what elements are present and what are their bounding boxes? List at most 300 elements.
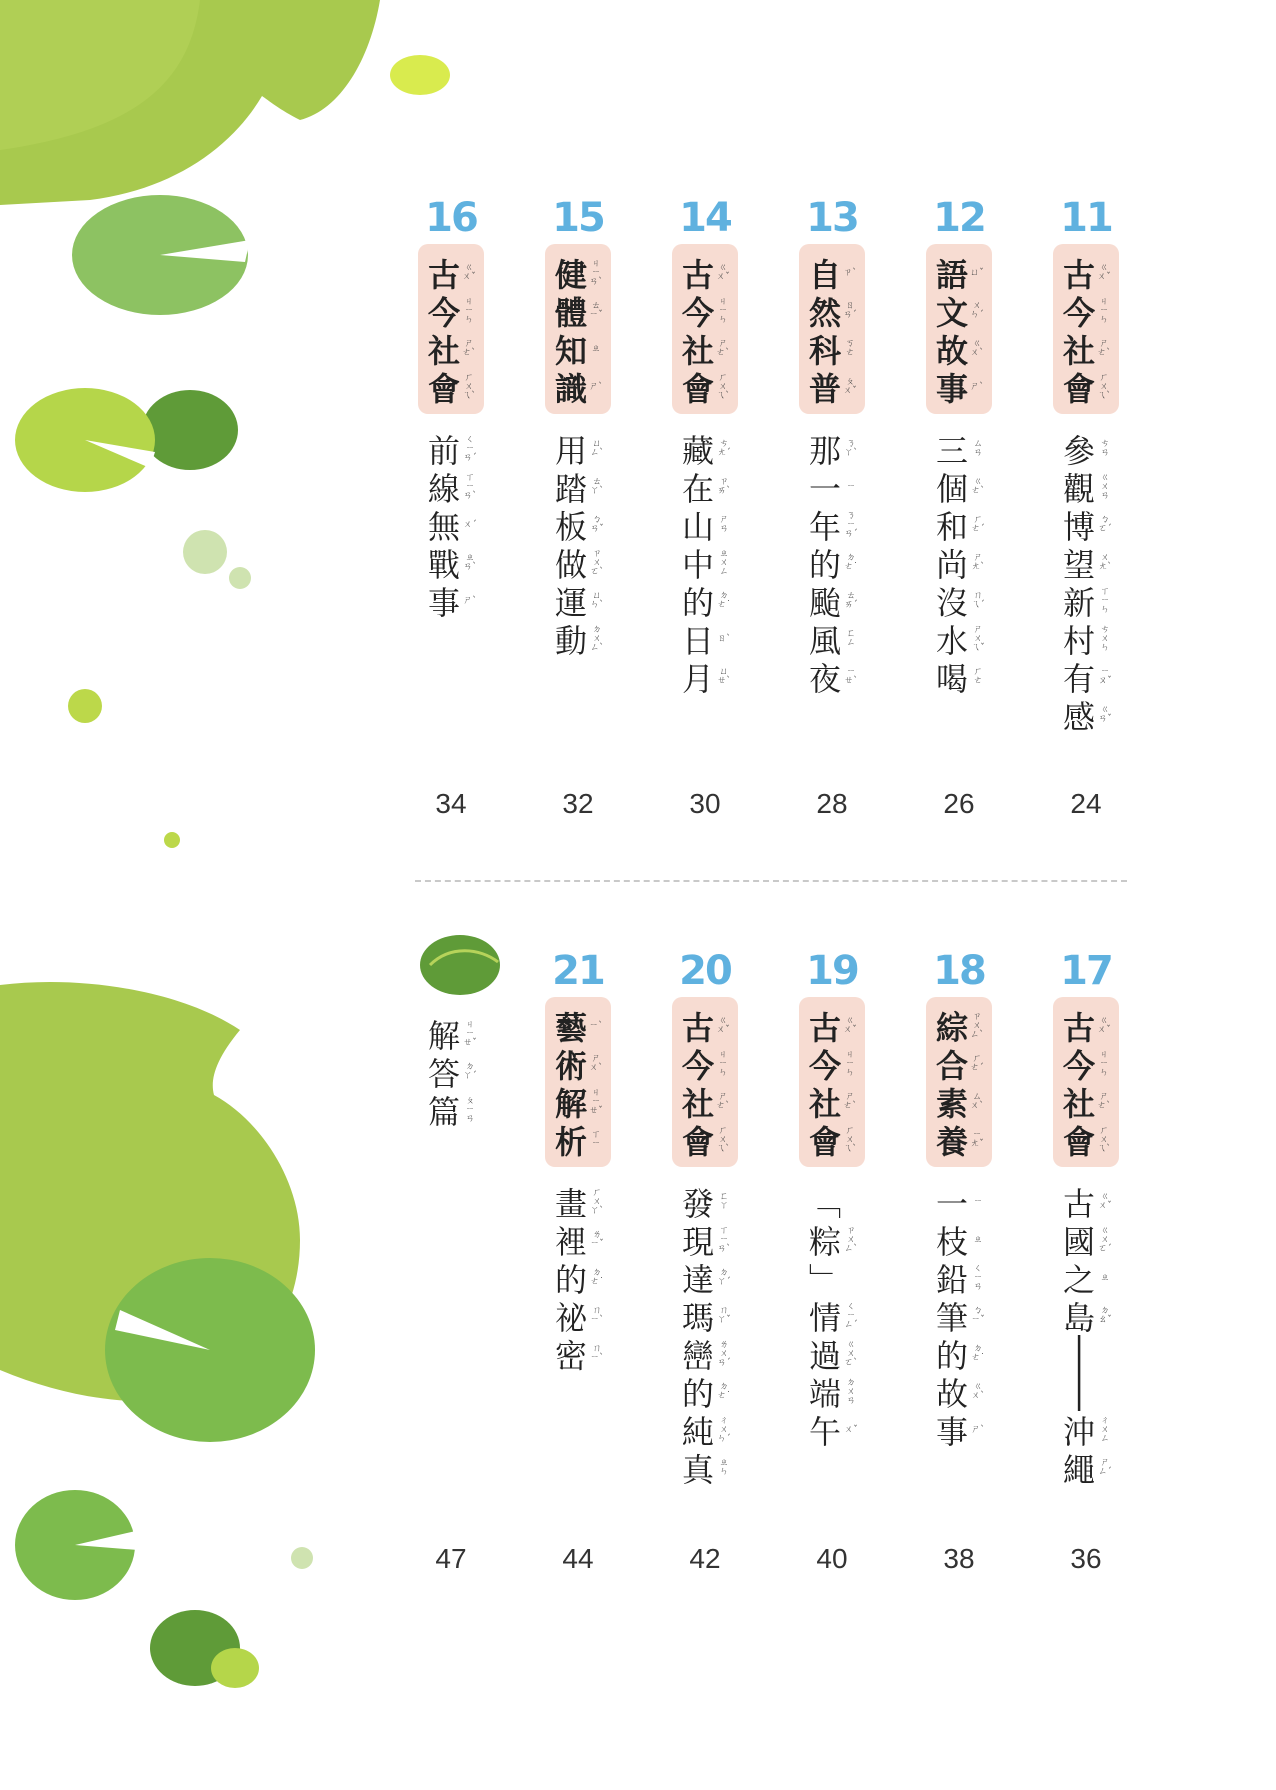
category-tag: [926, 244, 992, 414]
zhuyin: ㄆㄨˇ: [843, 377, 857, 396]
title-character: [1045, 506, 1127, 544]
zhuyin: ㄧ: [973, 1196, 983, 1207]
title-character: [537, 1221, 619, 1259]
tag-character: [799, 292, 865, 330]
hanzi: 會: [681, 1123, 714, 1161]
tag-character: [1053, 254, 1119, 292]
chapter-number: 12: [933, 195, 985, 241]
tag-character: [799, 1083, 865, 1121]
hanzi: 析: [554, 1123, 587, 1161]
hanzi: 巒: [681, 1337, 714, 1375]
hanzi: 藝: [554, 1009, 587, 1047]
category-tag: [418, 244, 484, 414]
hanzi: 線: [427, 470, 460, 508]
chapter-title[interactable]: [918, 1183, 1000, 1449]
zhuyin: ㄍㄨㄛˋ: [844, 1339, 858, 1368]
zhuyin: ㄐㄧㄣ: [718, 296, 728, 325]
lily-pad-icon: [142, 390, 238, 470]
hanzi: 颱: [808, 584, 841, 622]
tag-character: [926, 330, 992, 368]
hanzi: 感: [1062, 698, 1095, 736]
zhuyin: ㄕㄜˋ: [1097, 1092, 1111, 1111]
hanzi: 戰: [427, 546, 460, 584]
hanzi: 答: [427, 1055, 460, 1093]
toc-entry[interactable]: [410, 192, 492, 620]
hanzi: 島: [1062, 1299, 1095, 1337]
zhuyin: ㄐㄧㄣ: [1099, 296, 1109, 325]
zhuyin: ㄧㄝˋ: [844, 667, 858, 686]
tag-character: [926, 1121, 992, 1159]
chapter-number: 14: [679, 195, 731, 241]
chapter-title[interactable]: [1045, 1183, 1127, 1487]
title-character: [664, 620, 746, 658]
page-number[interactable]: 40: [816, 1543, 848, 1574]
title-character: [1045, 1221, 1127, 1259]
hanzi: ﹁: [808, 1185, 841, 1223]
tag-character: [1053, 1007, 1119, 1045]
title-character: [791, 430, 873, 468]
tag-character: [672, 368, 738, 406]
zhuyin: ㄍㄨˋ: [970, 339, 984, 358]
hanzi: 的: [554, 1261, 587, 1299]
tag-character: [672, 292, 738, 330]
tag-character: [1053, 292, 1119, 330]
hanzi: 的: [681, 1375, 714, 1413]
hanzi: 月: [681, 660, 714, 698]
title-character: [791, 1297, 873, 1335]
hanzi: 自: [808, 256, 841, 294]
tag-character: [418, 292, 484, 330]
tag-character: [672, 1045, 738, 1083]
title-character: [1045, 430, 1127, 468]
zhuyin: ㄉㄚˊ: [463, 1062, 477, 1081]
zhuyin: ㄈㄚ: [719, 1192, 729, 1211]
zhuyin: ㄅㄢˇ: [590, 515, 604, 534]
hanzi: 踏: [554, 470, 587, 508]
zhuyin: ㄊㄚˋ: [590, 477, 604, 496]
hanzi: 社: [427, 332, 460, 370]
chapter-title[interactable]: [1045, 430, 1127, 734]
hanzi: 素: [935, 1085, 968, 1123]
category-tag: [672, 997, 738, 1167]
title-character: [1045, 1297, 1127, 1335]
zhuyin: ㄍㄢˇ: [1098, 705, 1112, 724]
hanzi: 純: [681, 1413, 714, 1451]
title-character: [537, 1183, 619, 1221]
zhuyin: ㄊㄞˊ: [844, 591, 858, 610]
tag-character: [545, 1121, 611, 1159]
hanzi: 事: [427, 584, 460, 622]
zhuyin: ㄗㄞˋ: [717, 477, 731, 496]
tag-character: [1053, 330, 1119, 368]
tag-character: [545, 1083, 611, 1121]
hanzi: 事: [935, 1413, 968, 1451]
hanzi: 社: [1062, 1085, 1095, 1123]
hanzi: 村: [1062, 622, 1095, 660]
zhuyin: ㄗㄨㄥˋ: [844, 1225, 858, 1254]
zhuyin: ㄗㄨㄥˋ: [970, 1011, 984, 1040]
zhuyin: ㄋㄚˋ: [844, 439, 858, 458]
zhuyin: ㄍㄨˇ: [1097, 1016, 1111, 1035]
zhuyin: ㄒㄧㄢˋ: [463, 472, 477, 501]
toc-entry[interactable]: [918, 192, 1000, 696]
title-character: [918, 544, 1000, 582]
hanzi: 運: [554, 584, 587, 622]
hanzi: 祕: [554, 1299, 587, 1337]
hanzi: 個: [935, 470, 968, 508]
hanzi: 午: [808, 1413, 841, 1451]
zhuyin: ㄨˊ: [463, 519, 477, 530]
zhuyin: ㄓ: [973, 1234, 983, 1245]
zhuyin: ㄏㄜˊ: [970, 1054, 984, 1073]
title-character: [791, 1373, 873, 1411]
zhuyin: ㄧˋ: [589, 1020, 603, 1031]
hanzi: 新: [1062, 584, 1095, 622]
tag-character: [418, 368, 484, 406]
title-character: [664, 582, 746, 620]
title-character: [664, 1259, 746, 1297]
hanzi: │: [1069, 1373, 1089, 1411]
page-number[interactable]: 38: [943, 1543, 975, 1574]
zhuyin: ㄕㄢ: [719, 515, 729, 534]
zhuyin: ㄗㄨㄛˋ: [590, 548, 604, 577]
chapter-title[interactable]: [537, 430, 619, 658]
hanzi: 筆: [935, 1299, 968, 1337]
zhuyin: ㄖˋ: [717, 633, 731, 644]
page-number[interactable]: 32: [562, 788, 594, 819]
hanzi: 今: [681, 294, 714, 332]
zhuyin: ㄐㄧㄝˇ: [463, 1019, 477, 1048]
hanzi: 藏: [681, 432, 714, 470]
chapter-title[interactable]: [664, 430, 746, 696]
zhuyin: ㄈㄥ: [846, 629, 856, 648]
chapter-number: 15: [552, 195, 604, 241]
zhuyin: ㄆㄧㄢ: [465, 1095, 475, 1124]
hanzi: 社: [681, 1085, 714, 1123]
hanzi: 養: [935, 1123, 968, 1161]
tag-character: [672, 1007, 738, 1045]
page-number[interactable]: 30: [689, 788, 721, 819]
title-character: [410, 544, 492, 582]
chapter-title[interactable]: [791, 430, 873, 696]
title-character: [791, 620, 873, 658]
zhuyin: ㄨㄤˋ: [1098, 553, 1112, 572]
hanzi: 古: [681, 1009, 714, 1047]
title-character: [791, 544, 873, 582]
title-character: [791, 506, 873, 544]
tag-character: [1053, 1083, 1119, 1121]
zhuyin: ㄕㄨㄟˇ: [971, 624, 985, 653]
hanzi: 尚: [935, 546, 968, 584]
hanzi: 無: [427, 508, 460, 546]
zhuyin: ㄏㄨㄟˋ: [843, 1125, 857, 1154]
tag-character: [799, 254, 865, 292]
title-character: [537, 582, 619, 620]
hanzi: 端: [808, 1375, 841, 1413]
title-character: [1045, 620, 1127, 658]
title-character: [918, 582, 1000, 620]
hanzi: 在: [681, 470, 714, 508]
hanzi: 年: [808, 508, 841, 546]
hanzi: │: [1069, 1335, 1089, 1373]
zhuyin: ㄉㄜ˙: [717, 1382, 731, 1401]
tag-character: [1053, 1121, 1119, 1159]
hanzi: 發: [681, 1185, 714, 1223]
tag-character: [545, 1045, 611, 1083]
hanzi: 合: [935, 1047, 968, 1085]
zhuyin: ㄍㄨˇ: [1097, 263, 1111, 282]
title-character: [918, 1297, 1000, 1335]
category-tag: [1053, 244, 1119, 414]
hanzi: 板: [554, 508, 587, 546]
hanzi: 的: [681, 584, 714, 622]
zhuyin: ㄉㄚˊ: [717, 1268, 731, 1287]
tag-character: [926, 1083, 992, 1121]
hanzi: 喝: [935, 660, 968, 698]
hanzi: 古: [1062, 256, 1095, 294]
zhuyin: ㄒㄧ: [591, 1130, 601, 1149]
hanzi: 術: [554, 1047, 587, 1085]
hanzi: 篇: [427, 1093, 460, 1131]
zhuyin: ㄔㄨㄣˊ: [717, 1415, 731, 1444]
title-character: [918, 1335, 1000, 1373]
zhuyin: ㄨˇ: [844, 1424, 858, 1435]
title-character: [664, 506, 746, 544]
title-character: [410, 1015, 492, 1053]
hanzi: 瑪: [681, 1299, 714, 1337]
tag-character: [799, 1045, 865, 1083]
title-character: [410, 1053, 492, 1091]
zhuyin: ㄩㄣˋ: [590, 591, 604, 610]
toc-entry[interactable]: [537, 192, 619, 658]
hanzi: 山: [681, 508, 714, 546]
tag-character: [545, 1007, 611, 1045]
page-number[interactable]: 34: [435, 788, 467, 819]
zhuyin: ㄧㄤˇ: [970, 1130, 984, 1149]
hanzi: 故: [935, 332, 968, 370]
hanzi: 古: [1062, 1185, 1095, 1223]
zhuyin: ㄉㄜ˙: [844, 553, 858, 572]
category-tag: [799, 997, 865, 1167]
title-character: [791, 582, 873, 620]
page-number[interactable]: 24: [1070, 788, 1102, 819]
zhuyin: ㄧ: [846, 481, 856, 492]
answers-title[interactable]: [410, 1015, 492, 1129]
hanzi: 的: [808, 546, 841, 584]
chapter-title[interactable]: [410, 430, 492, 620]
page-number[interactable]: 47: [435, 1543, 467, 1574]
category-tag: [926, 997, 992, 1167]
hanzi: 今: [808, 1047, 841, 1085]
hanzi: 解: [427, 1017, 460, 1055]
hanzi: 動: [554, 622, 587, 660]
title-character: [918, 1221, 1000, 1259]
chapter-number: 18: [933, 948, 985, 994]
page-number[interactable]: 36: [1070, 1543, 1102, 1574]
title-character: [410, 1091, 492, 1129]
hanzi: 社: [1062, 332, 1095, 370]
tag-character: [1053, 368, 1119, 406]
chapter-number: 17: [1060, 948, 1112, 994]
toc-entry[interactable]: [1045, 192, 1127, 734]
title-character: [537, 620, 619, 658]
page-number[interactable]: 44: [562, 1543, 594, 1574]
hanzi: 今: [1062, 1047, 1095, 1085]
tag-character: [799, 1121, 865, 1159]
zhuyin: ㄕㄤˋ: [971, 553, 985, 572]
page-number[interactable]: 26: [943, 788, 975, 819]
zhuyin: ㄏㄜ: [973, 667, 983, 686]
zhuyin: ㄕㄜˋ: [1097, 339, 1111, 358]
chapter-number: 19: [806, 948, 858, 994]
zhuyin: ㄕˋ: [463, 595, 477, 606]
title-character: [537, 1335, 619, 1373]
hanzi: 國: [1062, 1223, 1095, 1261]
toc-entry[interactable]: [537, 945, 619, 1373]
zhuyin: ㄇㄧˋ: [590, 1344, 604, 1363]
hanzi: 識: [554, 370, 587, 408]
tag-character: [799, 368, 865, 406]
hanzi: 中: [681, 546, 714, 584]
title-character: [918, 430, 1000, 468]
tag-character: [926, 368, 992, 406]
title-character: [664, 658, 746, 696]
tag-character: [926, 292, 992, 330]
title-character: [1045, 582, 1127, 620]
zhuyin: ㄔㄨㄥ: [1100, 1415, 1110, 1444]
hanzi: 古: [1062, 1009, 1095, 1047]
chapter-title[interactable]: [537, 1183, 619, 1373]
title-character: [918, 1259, 1000, 1297]
title-character: [918, 620, 1000, 658]
hanzi: 有: [1062, 660, 1095, 698]
hanzi: 繩: [1062, 1451, 1095, 1489]
zhuyin: ㄏㄨㄟˋ: [1097, 372, 1111, 401]
toc-entry[interactable]: [664, 192, 746, 696]
toc-entry[interactable]: [791, 192, 873, 696]
zhuyin: ㄘㄨㄣ: [1100, 624, 1110, 653]
page-number[interactable]: 42: [689, 1543, 721, 1574]
title-character: [1045, 1373, 1127, 1411]
tag-character: [926, 254, 992, 292]
chapter-number: 20: [679, 948, 731, 994]
hanzi: 觀: [1062, 470, 1095, 508]
hanzi: 用: [554, 432, 587, 470]
title-character: [664, 1373, 746, 1411]
zhuyin: ㄕˋ: [970, 381, 984, 392]
hanzi: 知: [554, 332, 587, 370]
zhuyin: ㄐㄧㄣ: [464, 296, 474, 325]
title-character: [918, 1411, 1000, 1449]
zhuyin: ㄕㄥˊ: [1098, 1458, 1112, 1477]
hanzi: 會: [808, 1123, 841, 1161]
title-character: [791, 658, 873, 696]
title-character: [918, 506, 1000, 544]
zhuyin: ㄙㄢ: [973, 439, 983, 458]
hanzi: 粽: [808, 1223, 841, 1261]
tag-character: [672, 330, 738, 368]
hanzi: 普: [808, 370, 841, 408]
hanzi: 今: [427, 294, 460, 332]
title-character: [537, 430, 619, 468]
hanzi: 古: [427, 256, 460, 294]
zhuyin: ㄅㄛˊ: [1098, 515, 1112, 534]
answers-entry[interactable]: [410, 945, 492, 1129]
page-number[interactable]: 28: [816, 788, 848, 819]
hanzi: 會: [1062, 370, 1095, 408]
section-divider: [415, 880, 1127, 882]
lily-pad-icon: [390, 55, 450, 95]
title-character: [410, 430, 492, 468]
toc-entry[interactable]: [918, 945, 1000, 1449]
hanzi: 鉛: [935, 1261, 968, 1299]
chapter-title[interactable]: [791, 1183, 873, 1449]
zhuyin: ㄩㄝˋ: [717, 667, 731, 686]
zhuyin: ㄕㄜˋ: [716, 1092, 730, 1111]
toc-entry[interactable]: [791, 945, 873, 1449]
hanzi: 前: [427, 432, 460, 470]
title-character: [918, 658, 1000, 696]
chapter-title[interactable]: [664, 1183, 746, 1487]
hanzi: 沒: [935, 584, 968, 622]
zhuyin: ㄏㄨㄚˋ: [590, 1187, 604, 1216]
zhuyin: ㄍㄨㄢ: [1100, 472, 1110, 501]
zhuyin: ㄓ: [591, 343, 601, 354]
title-character: [1045, 1335, 1127, 1373]
hanzi: 裡: [554, 1223, 587, 1261]
chapter-title[interactable]: [918, 430, 1000, 696]
title-character: [537, 468, 619, 506]
hanzi: 健: [554, 256, 587, 294]
zhuyin: ㄙㄨˋ: [970, 1092, 984, 1111]
zhuyin: ㄐㄧㄝˇ: [589, 1087, 603, 1116]
tag-character: [672, 1083, 738, 1121]
zhuyin: ㄍㄨˇ: [843, 1016, 857, 1035]
hanzi: 今: [681, 1047, 714, 1085]
toc-entry[interactable]: [664, 945, 746, 1487]
hanzi: 社: [808, 1085, 841, 1123]
title-character: [1045, 696, 1127, 734]
zhuyin: ㄏㄨㄟˋ: [716, 372, 730, 401]
zhuyin: ㄕㄜˋ: [462, 339, 476, 358]
toc-entry[interactable]: [1045, 945, 1127, 1487]
hanzi: 文: [935, 294, 968, 332]
zhuyin: ㄇㄟˊ: [971, 591, 985, 610]
zhuyin: ㄕㄨˋ: [589, 1054, 603, 1073]
zhuyin: ㄉㄜ˙: [971, 1344, 985, 1363]
hanzi: 畫: [554, 1185, 587, 1223]
chapter-number: 13: [806, 195, 858, 241]
zhuyin: ㄩˇ: [970, 267, 984, 278]
category-tag: [545, 244, 611, 414]
hanzi: 然: [808, 294, 841, 332]
hanzi: 密: [554, 1337, 587, 1375]
hanzi: 故: [935, 1375, 968, 1413]
title-character: [791, 1335, 873, 1373]
hanzi: 古: [681, 256, 714, 294]
chapter-number: 21: [552, 948, 604, 994]
title-character: [1045, 1259, 1127, 1297]
tag-character: [799, 1007, 865, 1045]
title-character: [537, 1297, 619, 1335]
zhuyin: ㄉㄠˇ: [1098, 1306, 1112, 1325]
title-character: [537, 506, 619, 544]
zhuyin: ㄏㄨㄟˋ: [1097, 1125, 1111, 1154]
zhuyin: ㄧㄡˇ: [1098, 667, 1112, 686]
tag-character: [672, 254, 738, 292]
zhuyin: ㄍㄨㄛˊ: [1098, 1225, 1112, 1254]
title-character: [791, 1411, 873, 1449]
